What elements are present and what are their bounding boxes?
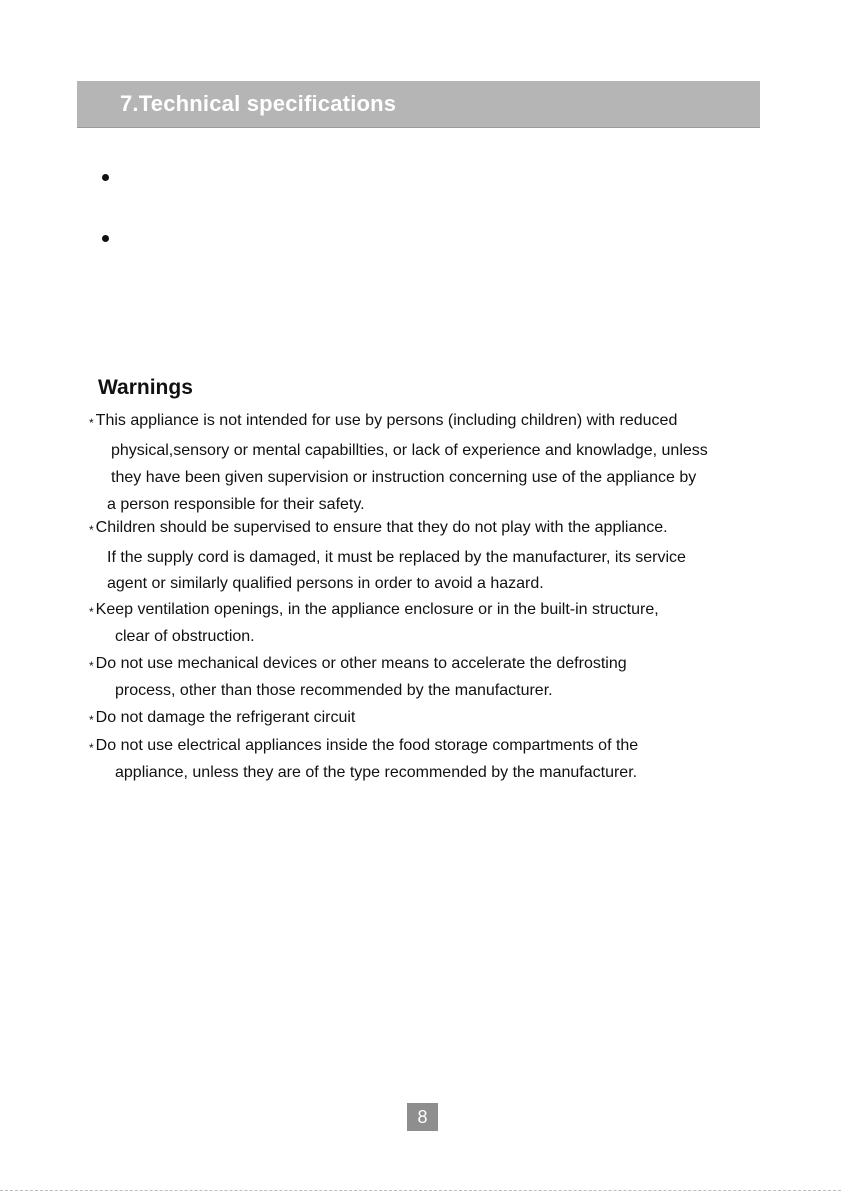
section-title: 7.Technical specifications — [120, 91, 397, 116]
warning-text: agent or similarly qualified persons in order to avoid a hazard. — [107, 575, 544, 592]
warning-line — [115, 764, 637, 782]
warning-text: Do not damage the refrigerant circuit — [95, 709, 356, 726]
warning-text: Do not use electrical appliances inside the food storage compartments of the — [95, 737, 639, 754]
warning-line — [89, 601, 659, 619]
warning-text: This appliance is not intended for use by persons (including children) with reduced — [95, 412, 678, 429]
warning-text: a person responsible for their safety. — [107, 496, 365, 513]
bottom-divider — [0, 1190, 841, 1192]
warnings-heading: Warnings — [98, 376, 193, 399]
warning-line — [111, 442, 708, 460]
warning-line — [111, 469, 696, 487]
warning-line — [89, 655, 627, 673]
warning-line — [115, 628, 255, 646]
warning-line — [107, 549, 686, 567]
warning-line — [107, 575, 544, 593]
asterisk-marker: * — [89, 713, 94, 727]
warning-line — [107, 496, 365, 514]
warning-text: process, other than those recommended by the manufacturer. — [115, 682, 553, 699]
warning-line — [89, 412, 677, 430]
asterisk-marker: * — [89, 741, 94, 755]
warning-line — [89, 709, 355, 727]
warning-text: Children should be supervised to ensure that they do not play with the appliance. — [95, 519, 668, 536]
page-number: 8 — [407, 1103, 438, 1131]
warning-text: appliance, unless they are of the type recommended by the manufacturer. — [115, 764, 638, 781]
bullet-point-1 — [102, 174, 109, 181]
warning-text: Keep ventilation openings, in the appliance enclosure or in the built-in structure, — [95, 601, 659, 618]
bullet-point-2 — [102, 235, 109, 242]
asterisk-marker: * — [89, 523, 94, 537]
warning-text: physical,sensory or mental capabillties, or lack of experience and knowladge, unless — [111, 442, 708, 459]
section-header — [77, 81, 760, 128]
asterisk-marker: * — [89, 416, 94, 430]
warning-text: Do not use mechanical devices or other means to accelerate the defrosting — [95, 655, 627, 672]
asterisk-marker: * — [89, 659, 94, 673]
warning-line — [115, 682, 553, 700]
warning-text: clear of obstruction. — [115, 628, 255, 645]
warning-line — [89, 737, 638, 755]
warning-text: If the supply cord is damaged, it must be replaced by the manufacturer, its service — [107, 549, 686, 566]
asterisk-marker: * — [89, 605, 94, 619]
warning-line — [89, 519, 668, 537]
warning-text: they have been given supervision or instruction concerning use of the appliance by — [111, 469, 697, 486]
